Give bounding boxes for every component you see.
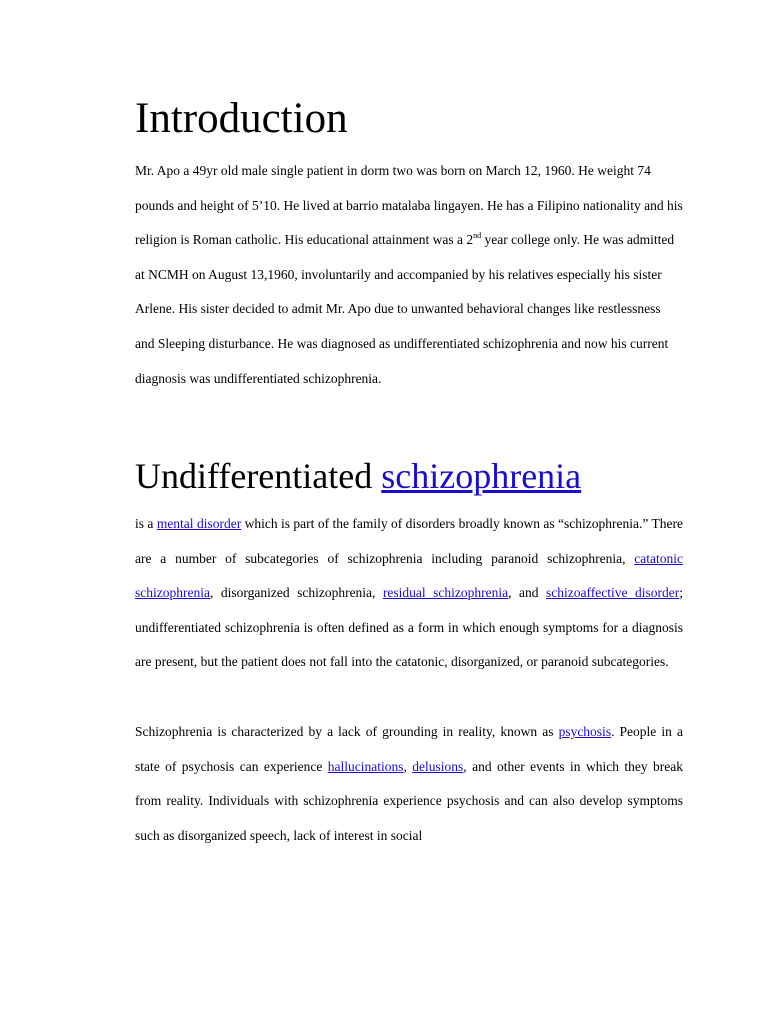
definition-text-3: , disorganized schizophrenia, — [209, 585, 383, 601]
definition-text-2: which is part of the family of disorders broadly known as “schizophrenia.” There are a number of subcategories of schizophrenia including paranoid schizophrenia, — [135, 516, 683, 566]
characterized-text-1: Schizophrenia is characterized by a lack of grounding in reality, known as — [135, 724, 559, 739]
definition-text-5: ; undifferentiated schizophrenia is often defined as a form in which enough symptoms for a diagnosis are present, but the patient does not fall into the catatonic, disorganized, or paranoid subcategories. — [135, 585, 684, 670]
intro-text-part2: year college only. He was admitted at NCMH on August 13,1960, involuntarily and accompanied by his relatives especially his sister Arlene. His sister decided to admit Mr. Apo due to unwanted behavioral changes like restlessness and Sleeping disturbance. He was diagnosed as undifferentiated schizophrenia and now his current diagnosis was undifferentiated schizophrenia. — [135, 232, 675, 386]
ordinal-superscript: nd — [473, 231, 482, 241]
schizoaffective-disorder-link[interactable]: schizoaffective disorder — [546, 585, 680, 601]
introduction-heading: Introduction — [135, 95, 348, 142]
characterized-text-4: , and other events in which they break from reality. Individuals with schizophrenia experience psychosis and can also develop symptoms such as disorganized speech, lack of interest in social — [135, 758, 683, 843]
delusions-link[interactable]: delusions — [412, 758, 464, 774]
hallucinations-link[interactable]: hallucinations — [327, 758, 404, 774]
definition-text-1: is a — [135, 516, 157, 531]
mental-disorder-link[interactable]: mental disorder — [156, 516, 242, 531]
residual-schizophrenia-link[interactable]: residual schizophrenia — [382, 585, 509, 601]
characterized-text-2: . People in a state of psychosis can experience — [135, 724, 683, 774]
characterized-text-3: , — [403, 758, 413, 774]
definition-paragraph — [135, 507, 683, 680]
heading-plain-text: Undifferentiated — [135, 456, 382, 496]
intro-text-part1: Mr. Apo a 49yr old male single patient in dorm two was born on March 12, 1960. He weight 74 pounds and height of 5’10. He lived at barrio matalaba lingayen. He has a Filipino nationality and his religion is Roman catholic. His educational attainment was a 2 — [135, 163, 683, 248]
schizophrenia-heading-link[interactable]: schizophrenia — [381, 456, 582, 496]
undifferentiated-schizophrenia-heading — [135, 450, 581, 502]
characterized-paragraph — [135, 715, 683, 853]
introduction-paragraph — [135, 154, 683, 396]
definition-text-4: , and — [508, 585, 547, 601]
catatonic-schizophrenia-link[interactable]: catatonic schizophrenia — [135, 550, 683, 601]
psychosis-link[interactable]: psychosis — [558, 724, 612, 739]
